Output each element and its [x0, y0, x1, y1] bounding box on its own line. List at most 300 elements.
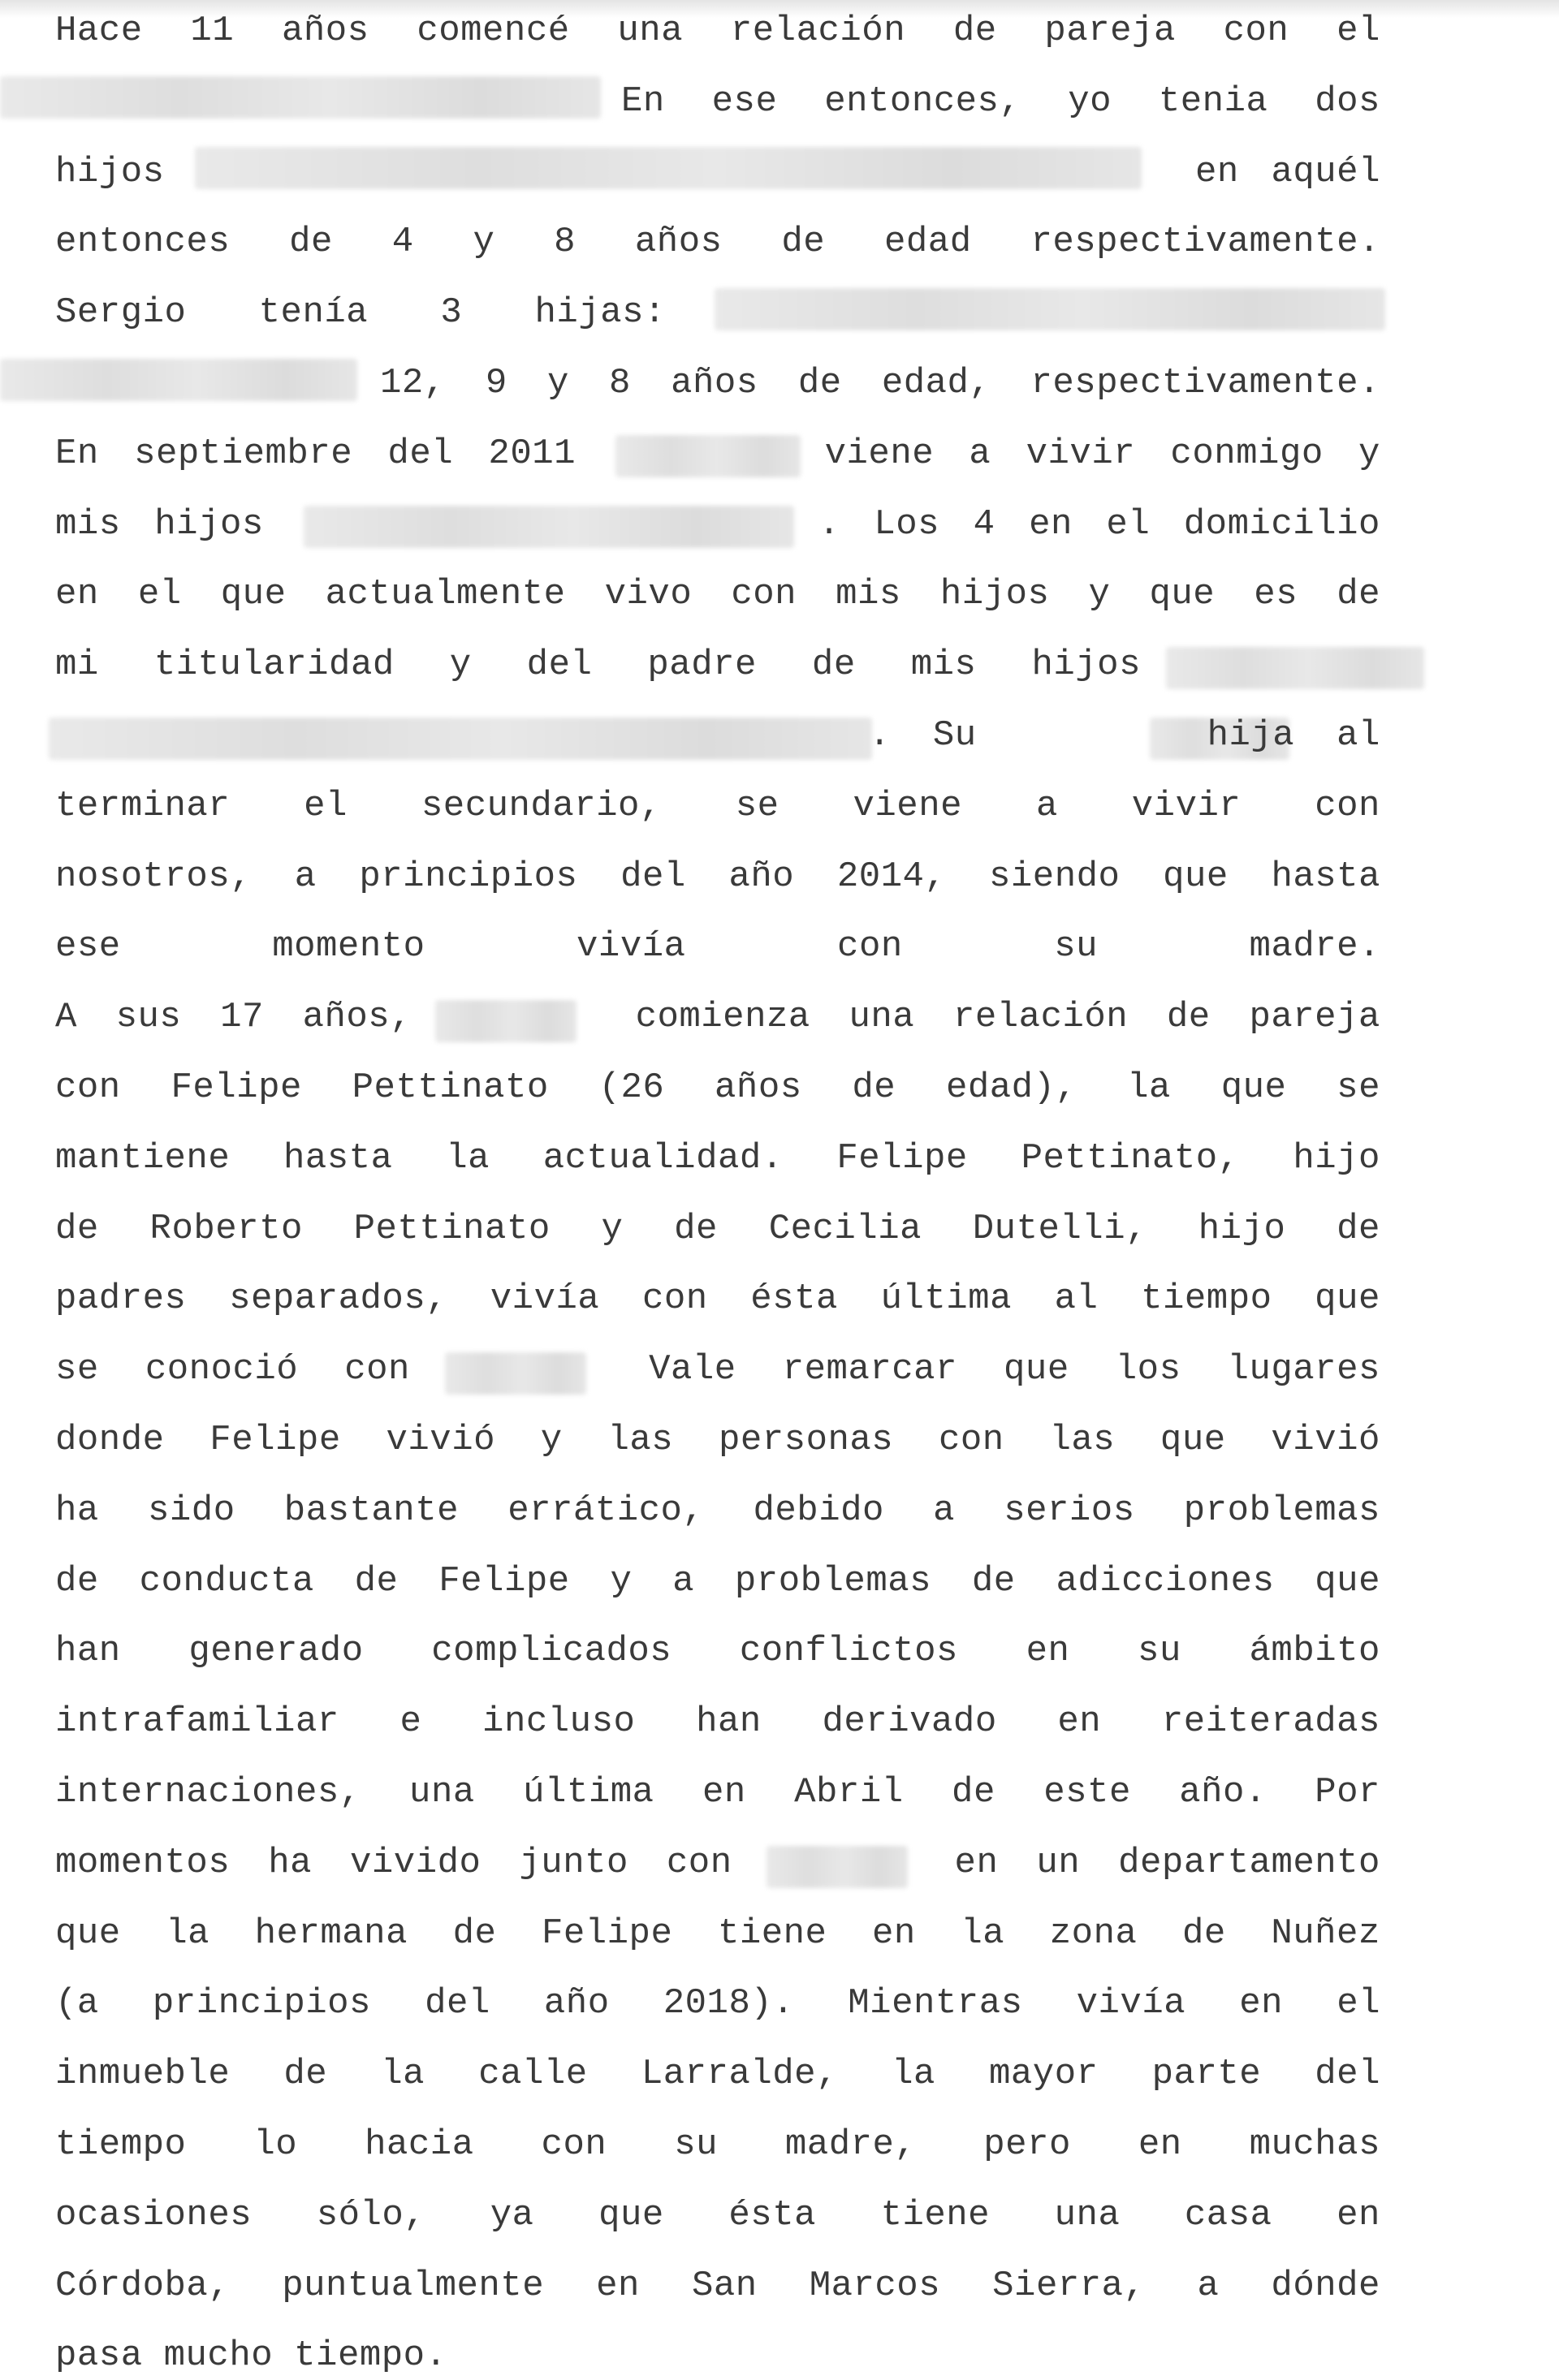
word: tiene: [717, 1912, 827, 1954]
word: el: [1106, 503, 1151, 545]
text-line: [55, 1909, 1380, 1958]
word: se: [55, 1349, 99, 1390]
word: separados,: [229, 1278, 448, 1320]
word: dónde: [1271, 2265, 1380, 2306]
text-line: [55, 1063, 1380, 1112]
word: 8: [554, 222, 577, 263]
word: Cecilia: [768, 1208, 922, 1249]
word: última: [523, 1772, 654, 1813]
word: de: [283, 2054, 328, 2095]
word: relación: [730, 11, 906, 51]
word: San: [691, 2265, 758, 2306]
word: intrafamiliar: [55, 1701, 339, 1743]
word: con: [344, 1349, 410, 1390]
word: un: [1036, 1842, 1081, 1883]
word: vivía: [577, 926, 686, 968]
word: tiene: [880, 2194, 991, 2236]
word: a: [1035, 785, 1058, 826]
word: Felipe: [209, 1420, 341, 1460]
word: han: [55, 1631, 121, 1672]
word: reiteradas: [1161, 1701, 1380, 1743]
word: aquél: [1271, 151, 1380, 192]
word: la: [892, 2054, 935, 2095]
word: tiempo.: [294, 2335, 447, 2377]
word: que: [1315, 1560, 1380, 1602]
word: con: [666, 1842, 732, 1883]
word: vivir: [1026, 433, 1136, 474]
word: que: [1315, 1278, 1380, 1320]
word: hijos: [55, 151, 165, 192]
word: ya: [490, 2194, 534, 2236]
word: hasta: [283, 1137, 393, 1179]
word: de: [781, 222, 826, 263]
word: 3: [440, 292, 463, 334]
word: en: [702, 1772, 746, 1813]
word: mantiene: [55, 1137, 231, 1179]
word: y: [449, 645, 472, 686]
word: de: [852, 1067, 896, 1108]
word: junto: [519, 1842, 628, 1883]
word: mi: [55, 645, 99, 686]
text-line: [55, 1274, 1380, 1323]
word: Los: [874, 503, 940, 545]
text-line: [55, 1486, 1380, 1535]
word: 2011: [488, 433, 577, 474]
word: la: [1127, 1067, 1171, 1108]
word: con: [541, 2124, 607, 2165]
word: última: [880, 1278, 1012, 1320]
word: una: [409, 1772, 475, 1813]
word: derivado: [822, 1701, 997, 1743]
word: con: [55, 1067, 121, 1108]
word: año: [543, 1983, 610, 2024]
text-line: [55, 2120, 1380, 2169]
word: conducta: [139, 1560, 314, 1602]
word: del: [1315, 2054, 1380, 2095]
word: del: [387, 433, 454, 474]
word: 11: [190, 11, 235, 51]
word: es: [1254, 574, 1298, 615]
word: y: [473, 222, 495, 263]
word: de: [1181, 1912, 1226, 1954]
word: mis: [836, 574, 901, 615]
text-line: [55, 148, 1380, 196]
word: que: [220, 574, 287, 615]
word: sólo,: [316, 2194, 426, 2236]
word: años: [281, 11, 369, 51]
text-line: [55, 1557, 1380, 1606]
word: una: [849, 997, 915, 1038]
word: hijos: [939, 574, 1050, 615]
word: Pettinato: [353, 1208, 551, 1249]
text-line: [55, 2261, 1380, 2310]
word: con: [731, 574, 797, 615]
word: comienza: [635, 997, 810, 1038]
text-line: [380, 359, 1380, 407]
word: de: [55, 1560, 99, 1602]
text-line: [55, 1134, 1380, 1183]
text-line: [55, 1697, 1380, 1746]
word: entonces,: [824, 80, 1021, 122]
word: Felipe: [438, 1560, 570, 1602]
text-line: [55, 570, 1380, 619]
word: Larralde,: [641, 2054, 838, 2095]
word: que: [1220, 1067, 1287, 1108]
word: incluso: [482, 1701, 636, 1743]
word: hijos: [154, 503, 264, 545]
word: de: [289, 222, 333, 263]
word: vivir: [1131, 785, 1242, 826]
text-line: [55, 1839, 1380, 1887]
word: hacia: [365, 2124, 474, 2165]
word: que: [1004, 1349, 1069, 1390]
word: de: [952, 11, 997, 51]
redacted-name: [1166, 647, 1424, 689]
text-line: [55, 218, 1380, 266]
text-line: [55, 782, 1380, 830]
word: principios: [152, 1983, 371, 2024]
word: a: [933, 1490, 956, 1531]
word: edad,: [881, 363, 991, 403]
word: este: [1043, 1772, 1131, 1813]
word: remarcar: [782, 1349, 957, 1390]
word: en: [1057, 1701, 1102, 1743]
word: 12,: [380, 363, 446, 403]
word: en: [872, 1912, 916, 1954]
word: domicilio: [1183, 503, 1380, 545]
word: y: [610, 1560, 633, 1602]
word: dos: [1315, 80, 1380, 122]
word: siendo: [989, 856, 1121, 897]
word: tiempo: [1141, 1278, 1272, 1320]
word: con: [938, 1420, 1004, 1460]
word: (a: [55, 1983, 99, 2024]
word: en: [55, 574, 99, 615]
word: años: [634, 222, 723, 263]
word: en: [1029, 503, 1073, 545]
word: la: [961, 1912, 1005, 1954]
word: principios: [359, 856, 578, 897]
text-line: [55, 993, 1380, 1041]
word: la: [446, 1137, 490, 1179]
word: de: [952, 1772, 995, 1813]
word: del: [526, 645, 593, 686]
word: 4: [391, 222, 414, 263]
word: Felipe: [171, 1067, 302, 1108]
word: al: [1054, 1278, 1099, 1320]
text-line: [55, 1768, 1380, 1817]
word: la: [381, 2054, 425, 2095]
word: comencé: [417, 11, 570, 51]
text-line: [55, 1627, 1380, 1675]
word: tiempo: [55, 2124, 187, 2165]
word: pareja: [1249, 997, 1380, 1038]
word: de: [354, 1560, 399, 1602]
word: Marcos: [809, 2265, 941, 2306]
word: 9: [485, 363, 507, 403]
word: en: [1194, 151, 1239, 192]
text-line: [55, 6, 1380, 55]
word: .: [818, 503, 840, 545]
word: lugares: [1227, 1349, 1380, 1390]
word: vivía: [1076, 1983, 1186, 2024]
word: del: [620, 856, 686, 897]
text-line: [55, 922, 1380, 971]
word: bastante: [283, 1490, 460, 1531]
word: de: [674, 1208, 718, 1249]
word: respectivamente.: [1030, 363, 1380, 403]
word: secundario,: [421, 785, 662, 826]
word: puntualmente: [282, 2265, 545, 2306]
word: Dutelli,: [972, 1208, 1147, 1249]
word: hijo: [1198, 1208, 1286, 1249]
text-line: [55, 2191, 1380, 2240]
word: del: [425, 1983, 490, 2024]
word: mis: [910, 645, 977, 686]
word: en: [1138, 2124, 1182, 2165]
word: hijos: [1031, 645, 1141, 686]
word: y: [601, 1208, 624, 1249]
word: adicciones: [1056, 1560, 1275, 1602]
word: sido: [147, 1490, 235, 1531]
redacted-name: [0, 76, 601, 119]
word: pasa: [55, 2335, 143, 2377]
word: a: [294, 856, 317, 897]
word: ese: [55, 926, 121, 968]
word: parte: [1151, 2054, 1262, 2095]
word: de: [1337, 574, 1380, 615]
word: momentos: [55, 1842, 231, 1883]
word: septiembre: [134, 433, 353, 474]
word: yo: [1068, 80, 1112, 122]
word: actualmente: [325, 574, 566, 615]
word: generado: [188, 1631, 364, 1672]
word: tenia: [1158, 80, 1268, 122]
word: con: [1223, 11, 1289, 51]
word: pareja: [1044, 11, 1176, 51]
word: las: [607, 1420, 674, 1460]
redacted-name: [0, 359, 357, 401]
word: problemas: [1183, 1490, 1380, 1531]
word: departamento: [1118, 1842, 1380, 1883]
text-line: [55, 1345, 1380, 1394]
word: años: [715, 1067, 802, 1108]
text-line: [55, 288, 666, 337]
word: complicados: [431, 1631, 672, 1672]
word: Hace: [55, 11, 143, 51]
word: año.: [1179, 1772, 1267, 1813]
text-line: [55, 1979, 1380, 2028]
word: donde: [55, 1420, 165, 1460]
word: Por: [1315, 1772, 1380, 1813]
word: al: [1337, 715, 1380, 756]
word: sus: [115, 997, 182, 1038]
word: en: [596, 2265, 640, 2306]
word: el: [304, 785, 348, 826]
word: el: [137, 574, 182, 615]
word: zona: [1049, 1912, 1138, 1954]
word: Córdoba,: [55, 2265, 231, 2306]
word: ese: [711, 80, 778, 122]
text-line: [55, 2331, 1380, 2380]
word: momento: [272, 926, 425, 968]
text-line: [621, 77, 1380, 126]
word: lo: [253, 2124, 298, 2165]
text-line: [55, 429, 1380, 478]
word: errático,: [507, 1490, 705, 1531]
word: de: [811, 645, 856, 686]
word: En: [55, 433, 99, 474]
word: conflictos: [739, 1631, 958, 1672]
word: de: [55, 1208, 99, 1249]
word: una: [1054, 2194, 1121, 2236]
word: mucho: [163, 2335, 274, 2377]
word: y: [1358, 433, 1380, 474]
word: a: [672, 1560, 695, 1602]
word: internaciones,: [55, 1772, 361, 1813]
word: calle: [478, 2054, 588, 2095]
word: mayor: [989, 2054, 1099, 2095]
text-line: [55, 1205, 1380, 1253]
word: que: [1163, 856, 1229, 897]
word: personas: [718, 1420, 894, 1460]
word: Vale: [649, 1349, 736, 1390]
text-line: [55, 2050, 1380, 2098]
word: la: [166, 1912, 210, 1954]
word: ésta: [728, 2194, 817, 2236]
redacted-name: [49, 718, 872, 760]
word: (26: [598, 1067, 665, 1108]
text-line: [55, 500, 1380, 549]
word: Su: [932, 715, 977, 756]
word: años,: [302, 997, 412, 1038]
word: 8: [609, 363, 631, 403]
word: se: [1337, 1067, 1380, 1108]
word: Nuñez: [1271, 1912, 1380, 1954]
word: una: [617, 11, 684, 51]
word: madre.: [1249, 926, 1380, 968]
word: con: [1315, 785, 1380, 826]
word: a: [1197, 2265, 1220, 2306]
word: de: [797, 363, 842, 403]
text-line: [55, 852, 1380, 901]
word: tenía: [258, 292, 369, 334]
word: a: [969, 433, 991, 474]
word: en: [1337, 2194, 1380, 2236]
text-line: [869, 711, 1380, 760]
word: respectivamente.: [1030, 222, 1380, 263]
word: .: [869, 715, 891, 756]
word: hermana: [254, 1912, 408, 1954]
word: en: [954, 1842, 999, 1883]
word: relación: [952, 997, 1129, 1038]
word: 2014,: [836, 856, 947, 897]
word: viene: [824, 433, 935, 474]
word: padre: [647, 645, 757, 686]
word: 4: [973, 503, 995, 545]
word: ha: [268, 1842, 313, 1883]
word: los: [1115, 1349, 1181, 1390]
word: casa: [1184, 2194, 1272, 2236]
word: que: [1160, 1420, 1226, 1460]
word: se: [735, 785, 780, 826]
word: hijo: [1293, 1137, 1380, 1179]
word: serios: [1004, 1490, 1135, 1531]
text-line: [55, 1416, 1380, 1464]
word: las: [1049, 1420, 1116, 1460]
word: Sergio: [55, 292, 187, 334]
word: actualidad.: [542, 1137, 784, 1179]
word: entonces: [55, 222, 231, 263]
word: ámbito: [1249, 1631, 1380, 1672]
word: vivía: [490, 1278, 600, 1320]
word: Mientras: [848, 1983, 1023, 2024]
word: e: [399, 1701, 422, 1743]
word: viene: [853, 785, 963, 826]
word: pero: [983, 2124, 1071, 2165]
word: problemas: [734, 1560, 932, 1602]
word: que: [598, 2194, 664, 2236]
word: que: [1149, 574, 1216, 615]
word: 17: [220, 997, 264, 1038]
word: Pettinato,: [1021, 1137, 1240, 1179]
word: conmigo: [1170, 433, 1324, 474]
word: años: [671, 363, 758, 403]
word: con: [837, 926, 903, 968]
word: mis: [55, 503, 121, 545]
word: en: [1026, 1631, 1070, 1672]
word: Sierra,: [992, 2265, 1146, 2306]
word: A: [55, 997, 77, 1038]
word: hija: [1207, 715, 1295, 756]
word: su: [1138, 1631, 1181, 1672]
word: con: [641, 1278, 708, 1320]
word: muchas: [1249, 2124, 1380, 2165]
word: Pettinato: [352, 1067, 549, 1108]
word: ocasiones: [55, 2194, 253, 2236]
word: y: [540, 1420, 563, 1460]
word: hijas:: [534, 292, 666, 334]
word: de: [1337, 1208, 1380, 1249]
redacted-name: [715, 288, 1385, 330]
word: y: [546, 363, 569, 403]
word: nosotros,: [55, 856, 253, 897]
word: de: [452, 1912, 497, 1954]
word: de: [971, 1560, 1016, 1602]
word: en: [1239, 1983, 1284, 2024]
word: el: [1337, 1983, 1380, 2024]
word: vivió: [386, 1420, 496, 1460]
word: edad),: [945, 1067, 1077, 1108]
word: terminar: [55, 785, 231, 826]
word: ésta: [750, 1278, 838, 1320]
word: su: [1054, 926, 1099, 968]
word: ha: [55, 1490, 99, 1531]
text-line: [55, 640, 1141, 689]
word: y: [1088, 574, 1111, 615]
word: edad: [884, 222, 972, 263]
word: Roberto: [149, 1208, 303, 1249]
word: debido: [753, 1490, 884, 1531]
word: de: [1166, 997, 1211, 1038]
word: el: [1337, 11, 1380, 51]
word: madre,: [784, 2124, 917, 2165]
word: vivo: [604, 574, 693, 615]
word: han: [696, 1701, 762, 1743]
word: su: [674, 2124, 718, 2165]
word: conoció: [145, 1349, 299, 1390]
word: vivió: [1271, 1420, 1380, 1460]
